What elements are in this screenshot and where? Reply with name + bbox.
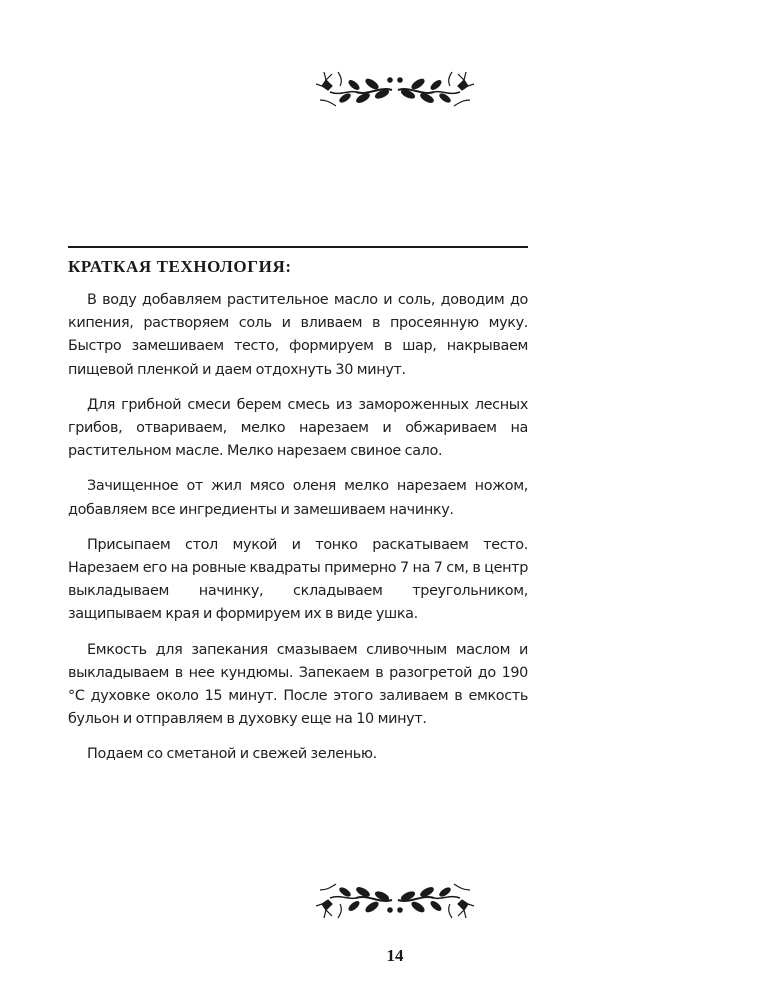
paragraph: Зачищенное от жил мясо оленя мелко нарезаем ножом, добавляем все ингредиенты и замешиваем начинку.	[68, 478, 528, 518]
paragraph: Подаем со сметаной и свежей зеленью.	[87, 746, 377, 763]
paragraph: В воду добавляем растительное масло и соль, доводим до кипения, растворяем соль и вливаем в просеянную муку. Быстро замешиваем тесто, формируем в шар, накрываем пищевой пленкой и даем отдохнуть 30 минут.	[68, 292, 528, 378]
floral-ornament-top-icon	[316, 66, 474, 110]
section-heading: КРАТКАЯ ТЕХНОЛОГИЯ:	[68, 257, 292, 276]
page-number: 14	[386, 946, 404, 965]
paragraph: Емкость для запекания смазываем сливочным маслом и выкладываем в нее кундюмы. Запекаем в разогретой до 190 °С духовке около 15 минут. После этого заливаем в емкость бульон и отправляем в духовку еще на 10 минут.	[68, 641, 528, 728]
paragraph: Для грибной смеси берем смесь из замороженных лесных грибов, отвариваем, мелко нарезаем и обжариваем на растительном масле. Мелко нарезаем свиное сало.	[68, 396, 528, 460]
section-divider	[68, 246, 528, 248]
floral-ornament-bottom-icon	[316, 880, 474, 924]
paragraph: Присыпаем стол мукой и тонко раскатываем тесто. Нарезаем его на ровные квадраты примерно 7 на 7 см, в центр выкладываем начинку, складываем треугольником, защипываем края и формируем их в виде ушка.	[68, 536, 528, 623]
recipe-text	[68, 289, 528, 779]
